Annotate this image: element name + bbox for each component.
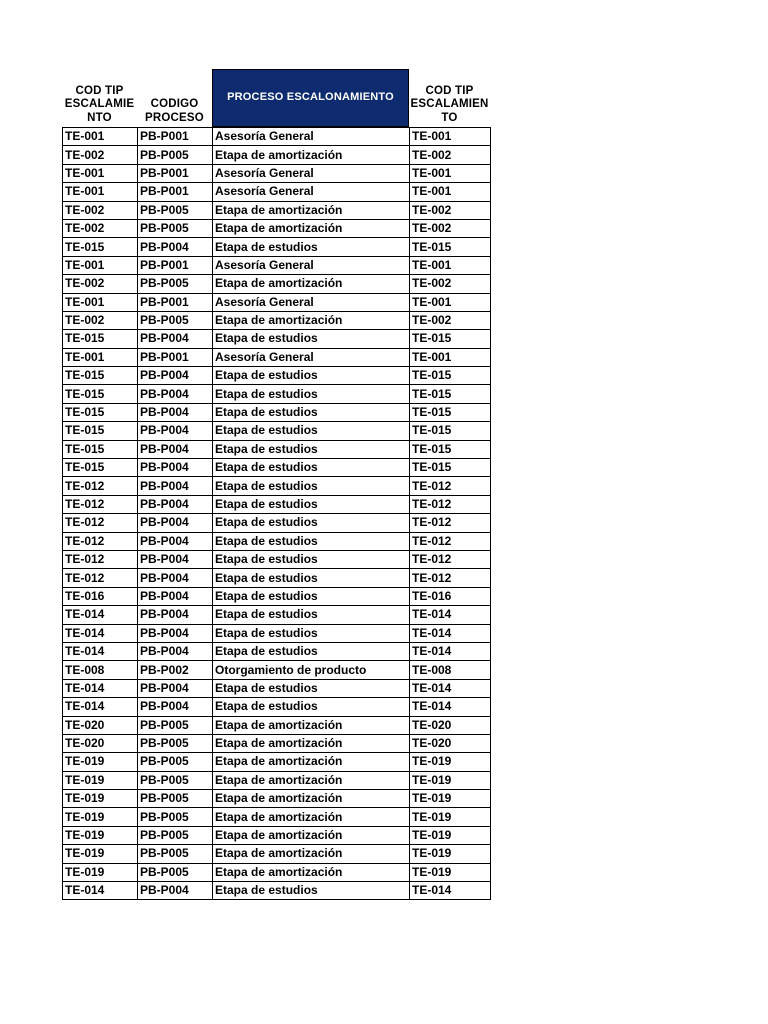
cell-codigo-proceso[interactable]: PB-P002 xyxy=(138,661,213,679)
cell-cod-tip-2[interactable]: TE-020 xyxy=(410,716,491,734)
cell-cod-tip[interactable]: TE-015 xyxy=(63,330,138,348)
cell-codigo-proceso[interactable]: PB-P005 xyxy=(138,201,213,219)
header-cod-tip-escalamiento-2 xyxy=(409,69,490,127)
cell-proceso-escalonamiento[interactable]: Etapa de amortización xyxy=(213,311,410,329)
cell-cod-tip-2[interactable]: TE-019 xyxy=(410,808,491,826)
cell-proceso-escalonamiento[interactable]: Etapa de estudios xyxy=(213,422,410,440)
cell-cod-tip-2[interactable]: TE-014 xyxy=(410,882,491,900)
cell-cod-tip[interactable]: TE-019 xyxy=(63,753,138,771)
cell-proceso-escalonamiento[interactable]: Otorgamiento de producto xyxy=(213,661,410,679)
cell-cod-tip[interactable]: TE-015 xyxy=(63,440,138,458)
cell-proceso-escalonamiento[interactable]: Etapa de estudios xyxy=(213,385,410,403)
cell-cod-tip[interactable]: TE-016 xyxy=(63,587,138,605)
header-line: COD TIP xyxy=(425,84,474,97)
header-line: COD TIP xyxy=(75,84,124,97)
header-row xyxy=(62,69,490,127)
cell-cod-tip-2[interactable]: TE-001 xyxy=(410,183,491,201)
table-row xyxy=(63,311,491,329)
cell-cod-tip[interactable]: TE-002 xyxy=(63,201,138,219)
header-line: PROCESO xyxy=(145,111,204,124)
cell-cod-tip-2[interactable]: TE-014 xyxy=(410,624,491,642)
table-body xyxy=(63,128,491,900)
cell-proceso-escalonamiento[interactable]: Etapa de estudios xyxy=(213,606,410,624)
table-row xyxy=(63,642,491,660)
cell-cod-tip[interactable]: TE-012 xyxy=(63,569,138,587)
cell-proceso-escalonamiento[interactable]: Etapa de amortización xyxy=(213,201,410,219)
cell-proceso-escalonamiento[interactable]: Etapa de amortización xyxy=(213,826,410,844)
cell-codigo-proceso[interactable]: PB-P005 xyxy=(138,219,213,237)
table-row xyxy=(63,422,491,440)
table-row xyxy=(63,698,491,716)
cell-codigo-proceso[interactable]: PB-P005 xyxy=(138,771,213,789)
table-row xyxy=(63,128,491,146)
cell-codigo-proceso[interactable]: PB-P004 xyxy=(138,587,213,605)
table-row xyxy=(63,146,491,164)
cell-cod-tip-2[interactable]: TE-008 xyxy=(410,661,491,679)
cell-cod-tip-2[interactable]: TE-012 xyxy=(410,550,491,568)
cell-cod-tip[interactable]: TE-012 xyxy=(63,495,138,513)
cell-cod-tip[interactable]: TE-012 xyxy=(63,532,138,550)
cell-proceso-escalonamiento[interactable]: Etapa de amortización xyxy=(213,716,410,734)
cell-cod-tip[interactable]: TE-014 xyxy=(63,698,138,716)
cell-cod-tip[interactable]: TE-001 xyxy=(63,128,138,146)
table-row xyxy=(63,367,491,385)
cell-cod-tip[interactable]: TE-019 xyxy=(63,826,138,844)
table-row xyxy=(63,716,491,734)
cell-cod-tip-2[interactable]: TE-001 xyxy=(410,256,491,274)
header-line: ESCALAMIEN xyxy=(410,98,489,110)
cell-codigo-proceso[interactable]: PB-P004 xyxy=(138,514,213,532)
cell-cod-tip[interactable]: TE-014 xyxy=(63,679,138,697)
cell-proceso-escalonamiento[interactable]: Etapa de estudios xyxy=(213,587,410,605)
header-line: TO xyxy=(441,111,458,124)
cell-cod-tip[interactable]: TE-019 xyxy=(63,790,138,808)
cell-codigo-proceso[interactable]: PB-P004 xyxy=(138,477,213,495)
cell-codigo-proceso[interactable]: PB-P004 xyxy=(138,330,213,348)
cell-cod-tip-2[interactable]: TE-001 xyxy=(410,293,491,311)
cell-cod-tip-2[interactable]: TE-016 xyxy=(410,587,491,605)
cell-proceso-escalonamiento[interactable]: Asesoría General xyxy=(213,256,410,274)
cell-proceso-escalonamiento[interactable]: Etapa de amortización xyxy=(213,753,410,771)
cell-cod-tip[interactable]: TE-019 xyxy=(63,771,138,789)
cell-cod-tip-2[interactable]: TE-019 xyxy=(410,790,491,808)
cell-cod-tip-2[interactable]: TE-001 xyxy=(410,348,491,366)
table-row xyxy=(63,348,491,366)
table-row xyxy=(63,238,491,256)
header-line: NTO xyxy=(87,111,112,124)
cell-codigo-proceso[interactable]: PB-P005 xyxy=(138,734,213,752)
data-table xyxy=(62,127,491,900)
cell-cod-tip[interactable]: TE-014 xyxy=(63,606,138,624)
cell-proceso-escalonamiento[interactable]: Etapa de estudios xyxy=(213,477,410,495)
cell-cod-tip-2[interactable]: TE-019 xyxy=(410,845,491,863)
table-row xyxy=(63,624,491,642)
table-row xyxy=(63,532,491,550)
cell-codigo-proceso[interactable]: PB-P001 xyxy=(138,348,213,366)
cell-cod-tip[interactable]: TE-019 xyxy=(63,808,138,826)
cell-cod-tip[interactable]: TE-002 xyxy=(63,219,138,237)
cell-codigo-proceso[interactable]: PB-P005 xyxy=(138,753,213,771)
table-row xyxy=(63,863,491,881)
table-row xyxy=(63,256,491,274)
cell-cod-tip[interactable]: TE-001 xyxy=(63,293,138,311)
table-row xyxy=(63,385,491,403)
table-row xyxy=(63,679,491,697)
table-row xyxy=(63,330,491,348)
cell-codigo-proceso[interactable]: PB-P004 xyxy=(138,698,213,716)
cell-cod-tip-2[interactable]: TE-001 xyxy=(410,164,491,182)
header-cod-tip-escalamiento xyxy=(62,69,137,127)
table-row xyxy=(63,808,491,826)
cell-cod-tip-2[interactable]: TE-014 xyxy=(410,698,491,716)
cell-cod-tip[interactable]: TE-020 xyxy=(63,734,138,752)
cell-proceso-escalonamiento[interactable]: Etapa de estudios xyxy=(213,882,410,900)
table-row xyxy=(63,845,491,863)
cell-cod-tip-2[interactable]: TE-015 xyxy=(410,238,491,256)
cell-codigo-proceso[interactable]: PB-P004 xyxy=(138,440,213,458)
cell-codigo-proceso[interactable]: PB-P005 xyxy=(138,790,213,808)
cell-cod-tip-2[interactable]: TE-020 xyxy=(410,734,491,752)
cell-proceso-escalonamiento[interactable]: Etapa de estudios xyxy=(213,550,410,568)
table-row xyxy=(63,661,491,679)
cell-cod-tip-2[interactable]: TE-002 xyxy=(410,146,491,164)
cell-cod-tip-2[interactable]: TE-015 xyxy=(410,459,491,477)
cell-proceso-escalonamiento[interactable]: Etapa de estudios xyxy=(213,238,410,256)
table-row xyxy=(63,477,491,495)
cell-cod-tip-2[interactable]: TE-014 xyxy=(410,679,491,697)
cell-cod-tip-2[interactable]: TE-002 xyxy=(410,311,491,329)
cell-cod-tip-2[interactable]: TE-002 xyxy=(410,275,491,293)
cell-proceso-escalonamiento[interactable]: Asesoría General xyxy=(213,183,410,201)
cell-proceso-escalonamiento[interactable]: Etapa de amortización xyxy=(213,219,410,237)
cell-cod-tip[interactable]: TE-015 xyxy=(63,459,138,477)
cell-proceso-escalonamiento[interactable]: Etapa de estudios xyxy=(213,642,410,660)
cell-cod-tip[interactable]: TE-015 xyxy=(63,385,138,403)
table-row xyxy=(63,164,491,182)
table-row xyxy=(63,201,491,219)
cell-codigo-proceso[interactable]: PB-P005 xyxy=(138,826,213,844)
cell-cod-tip[interactable]: TE-019 xyxy=(63,845,138,863)
header-line: ESCALAMIE xyxy=(64,98,135,110)
cell-cod-tip[interactable]: TE-002 xyxy=(63,146,138,164)
header-line: CODIGO xyxy=(150,98,199,110)
cell-codigo-proceso[interactable]: PB-P004 xyxy=(138,642,213,660)
cell-proceso-escalonamiento[interactable]: Etapa de amortización xyxy=(213,771,410,789)
cell-cod-tip[interactable]: TE-014 xyxy=(63,642,138,660)
cell-cod-tip[interactable]: TE-001 xyxy=(63,183,138,201)
table-row xyxy=(63,753,491,771)
cell-codigo-proceso[interactable]: PB-P005 xyxy=(138,845,213,863)
cell-cod-tip-2[interactable]: TE-014 xyxy=(410,642,491,660)
cell-cod-tip-2[interactable]: TE-012 xyxy=(410,477,491,495)
cell-proceso-escalonamiento[interactable]: Etapa de amortización xyxy=(213,734,410,752)
cell-codigo-proceso[interactable]: PB-P004 xyxy=(138,606,213,624)
cell-proceso-escalonamiento[interactable]: Etapa de estudios xyxy=(213,495,410,513)
cell-cod-tip[interactable]: TE-012 xyxy=(63,477,138,495)
cell-codigo-proceso[interactable]: PB-P001 xyxy=(138,128,213,146)
spreadsheet xyxy=(62,69,490,900)
cell-cod-tip-2[interactable]: TE-012 xyxy=(410,495,491,513)
cell-cod-tip[interactable]: TE-008 xyxy=(63,661,138,679)
table-row xyxy=(63,219,491,237)
table-row xyxy=(63,826,491,844)
cell-cod-tip-2[interactable]: TE-012 xyxy=(410,532,491,550)
cell-proceso-escalonamiento[interactable]: Etapa de estudios xyxy=(213,532,410,550)
cell-cod-tip-2[interactable]: TE-019 xyxy=(410,771,491,789)
cell-proceso-escalonamiento[interactable]: Asesoría General xyxy=(213,164,410,182)
cell-cod-tip[interactable]: TE-015 xyxy=(63,238,138,256)
cell-codigo-proceso[interactable]: PB-P005 xyxy=(138,716,213,734)
table-row xyxy=(63,550,491,568)
cell-proceso-escalonamiento[interactable]: Etapa de estudios xyxy=(213,403,410,421)
cell-cod-tip-2[interactable]: TE-001 xyxy=(410,128,491,146)
cell-cod-tip[interactable]: TE-014 xyxy=(63,882,138,900)
table-row xyxy=(63,734,491,752)
cell-proceso-escalonamiento[interactable]: Etapa de amortización xyxy=(213,863,410,881)
cell-codigo-proceso[interactable]: PB-P004 xyxy=(138,882,213,900)
cell-cod-tip[interactable]: TE-020 xyxy=(63,716,138,734)
cell-codigo-proceso[interactable]: PB-P005 xyxy=(138,311,213,329)
cell-codigo-proceso[interactable]: PB-P004 xyxy=(138,679,213,697)
cell-codigo-proceso[interactable]: PB-P005 xyxy=(138,863,213,881)
cell-cod-tip-2[interactable]: TE-002 xyxy=(410,201,491,219)
cell-proceso-escalonamiento[interactable]: Asesoría General xyxy=(213,293,410,311)
cell-cod-tip-2[interactable]: TE-015 xyxy=(410,422,491,440)
cell-codigo-proceso[interactable]: PB-P004 xyxy=(138,459,213,477)
cell-codigo-proceso[interactable]: PB-P004 xyxy=(138,550,213,568)
cell-proceso-escalonamiento[interactable]: Etapa de amortización xyxy=(213,275,410,293)
cell-proceso-escalonamiento[interactable]: Etapa de estudios xyxy=(213,367,410,385)
cell-codigo-proceso[interactable]: PB-P005 xyxy=(138,146,213,164)
cell-cod-tip[interactable]: TE-002 xyxy=(63,311,138,329)
cell-proceso-escalonamiento[interactable]: Etapa de estudios xyxy=(213,624,410,642)
cell-proceso-escalonamiento[interactable]: Etapa de estudios xyxy=(213,330,410,348)
table-row xyxy=(63,293,491,311)
cell-proceso-escalonamiento[interactable]: Etapa de amortización xyxy=(213,146,410,164)
cell-cod-tip[interactable]: TE-012 xyxy=(63,514,138,532)
cell-proceso-escalonamiento[interactable]: Etapa de estudios xyxy=(213,569,410,587)
cell-proceso-escalonamiento[interactable]: Etapa de estudios xyxy=(213,698,410,716)
header-codigo-proceso xyxy=(137,69,212,127)
cell-cod-tip[interactable]: TE-012 xyxy=(63,550,138,568)
cell-cod-tip[interactable]: TE-001 xyxy=(63,348,138,366)
table-row xyxy=(63,183,491,201)
table-row xyxy=(63,495,491,513)
cell-cod-tip[interactable]: TE-002 xyxy=(63,275,138,293)
cell-cod-tip-2[interactable]: TE-015 xyxy=(410,367,491,385)
cell-codigo-proceso[interactable]: PB-P004 xyxy=(138,403,213,421)
table-row xyxy=(63,606,491,624)
cell-cod-tip-2[interactable]: TE-019 xyxy=(410,863,491,881)
table-row xyxy=(63,790,491,808)
cell-cod-tip-2[interactable]: TE-002 xyxy=(410,219,491,237)
cell-cod-tip-2[interactable]: TE-019 xyxy=(410,826,491,844)
cell-cod-tip[interactable]: TE-015 xyxy=(63,403,138,421)
cell-codigo-proceso[interactable]: PB-P004 xyxy=(138,385,213,403)
table-row xyxy=(63,771,491,789)
cell-proceso-escalonamiento[interactable]: Etapa de estudios xyxy=(213,459,410,477)
cell-cod-tip-2[interactable]: TE-012 xyxy=(410,569,491,587)
cell-proceso-escalonamiento[interactable]: Etapa de estudios xyxy=(213,440,410,458)
table-row xyxy=(63,569,491,587)
cell-codigo-proceso[interactable]: PB-P005 xyxy=(138,275,213,293)
cell-codigo-proceso[interactable]: PB-P005 xyxy=(138,808,213,826)
table-row xyxy=(63,403,491,421)
table-row xyxy=(63,440,491,458)
cell-codigo-proceso[interactable]: PB-P004 xyxy=(138,422,213,440)
cell-proceso-escalonamiento[interactable]: Asesoría General xyxy=(213,128,410,146)
cell-codigo-proceso[interactable]: PB-P001 xyxy=(138,293,213,311)
cell-cod-tip-2[interactable]: TE-014 xyxy=(410,606,491,624)
cell-codigo-proceso[interactable]: PB-P001 xyxy=(138,164,213,182)
cell-cod-tip-2[interactable]: TE-015 xyxy=(410,403,491,421)
cell-cod-tip-2[interactable]: TE-015 xyxy=(410,440,491,458)
cell-cod-tip-2[interactable]: TE-015 xyxy=(410,330,491,348)
cell-cod-tip[interactable]: TE-015 xyxy=(63,367,138,385)
cell-cod-tip[interactable]: TE-019 xyxy=(63,863,138,881)
cell-codigo-proceso[interactable]: PB-P004 xyxy=(138,495,213,513)
cell-codigo-proceso[interactable]: PB-P004 xyxy=(138,367,213,385)
cell-codigo-proceso[interactable]: PB-P001 xyxy=(138,183,213,201)
cell-cod-tip[interactable]: TE-001 xyxy=(63,164,138,182)
cell-cod-tip-2[interactable]: TE-019 xyxy=(410,753,491,771)
cell-proceso-escalonamiento[interactable]: Etapa de estudios xyxy=(213,679,410,697)
cell-cod-tip-2[interactable]: TE-015 xyxy=(410,385,491,403)
cell-cod-tip-2[interactable]: TE-012 xyxy=(410,514,491,532)
table-row xyxy=(63,459,491,477)
cell-proceso-escalonamiento[interactable]: Etapa de amortización xyxy=(213,790,410,808)
cell-codigo-proceso[interactable]: PB-P004 xyxy=(138,569,213,587)
table-row xyxy=(63,587,491,605)
table-row xyxy=(63,275,491,293)
cell-codigo-proceso[interactable]: PB-P001 xyxy=(138,256,213,274)
header-label: PROCESO ESCALONAMIENTO xyxy=(227,91,394,104)
cell-codigo-proceso[interactable]: PB-P004 xyxy=(138,624,213,642)
cell-cod-tip[interactable]: TE-001 xyxy=(63,256,138,274)
cell-codigo-proceso[interactable]: PB-P004 xyxy=(138,532,213,550)
cell-cod-tip[interactable]: TE-015 xyxy=(63,422,138,440)
table-row xyxy=(63,514,491,532)
cell-codigo-proceso[interactable]: PB-P004 xyxy=(138,238,213,256)
cell-cod-tip[interactable]: TE-014 xyxy=(63,624,138,642)
cell-proceso-escalonamiento[interactable]: Etapa de amortización xyxy=(213,808,410,826)
cell-proceso-escalonamiento[interactable]: Asesoría General xyxy=(213,348,410,366)
table-row xyxy=(63,882,491,900)
cell-proceso-escalonamiento[interactable]: Etapa de estudios xyxy=(213,514,410,532)
header-proceso-escalonamiento xyxy=(212,69,409,127)
cell-proceso-escalonamiento[interactable]: Etapa de amortización xyxy=(213,845,410,863)
